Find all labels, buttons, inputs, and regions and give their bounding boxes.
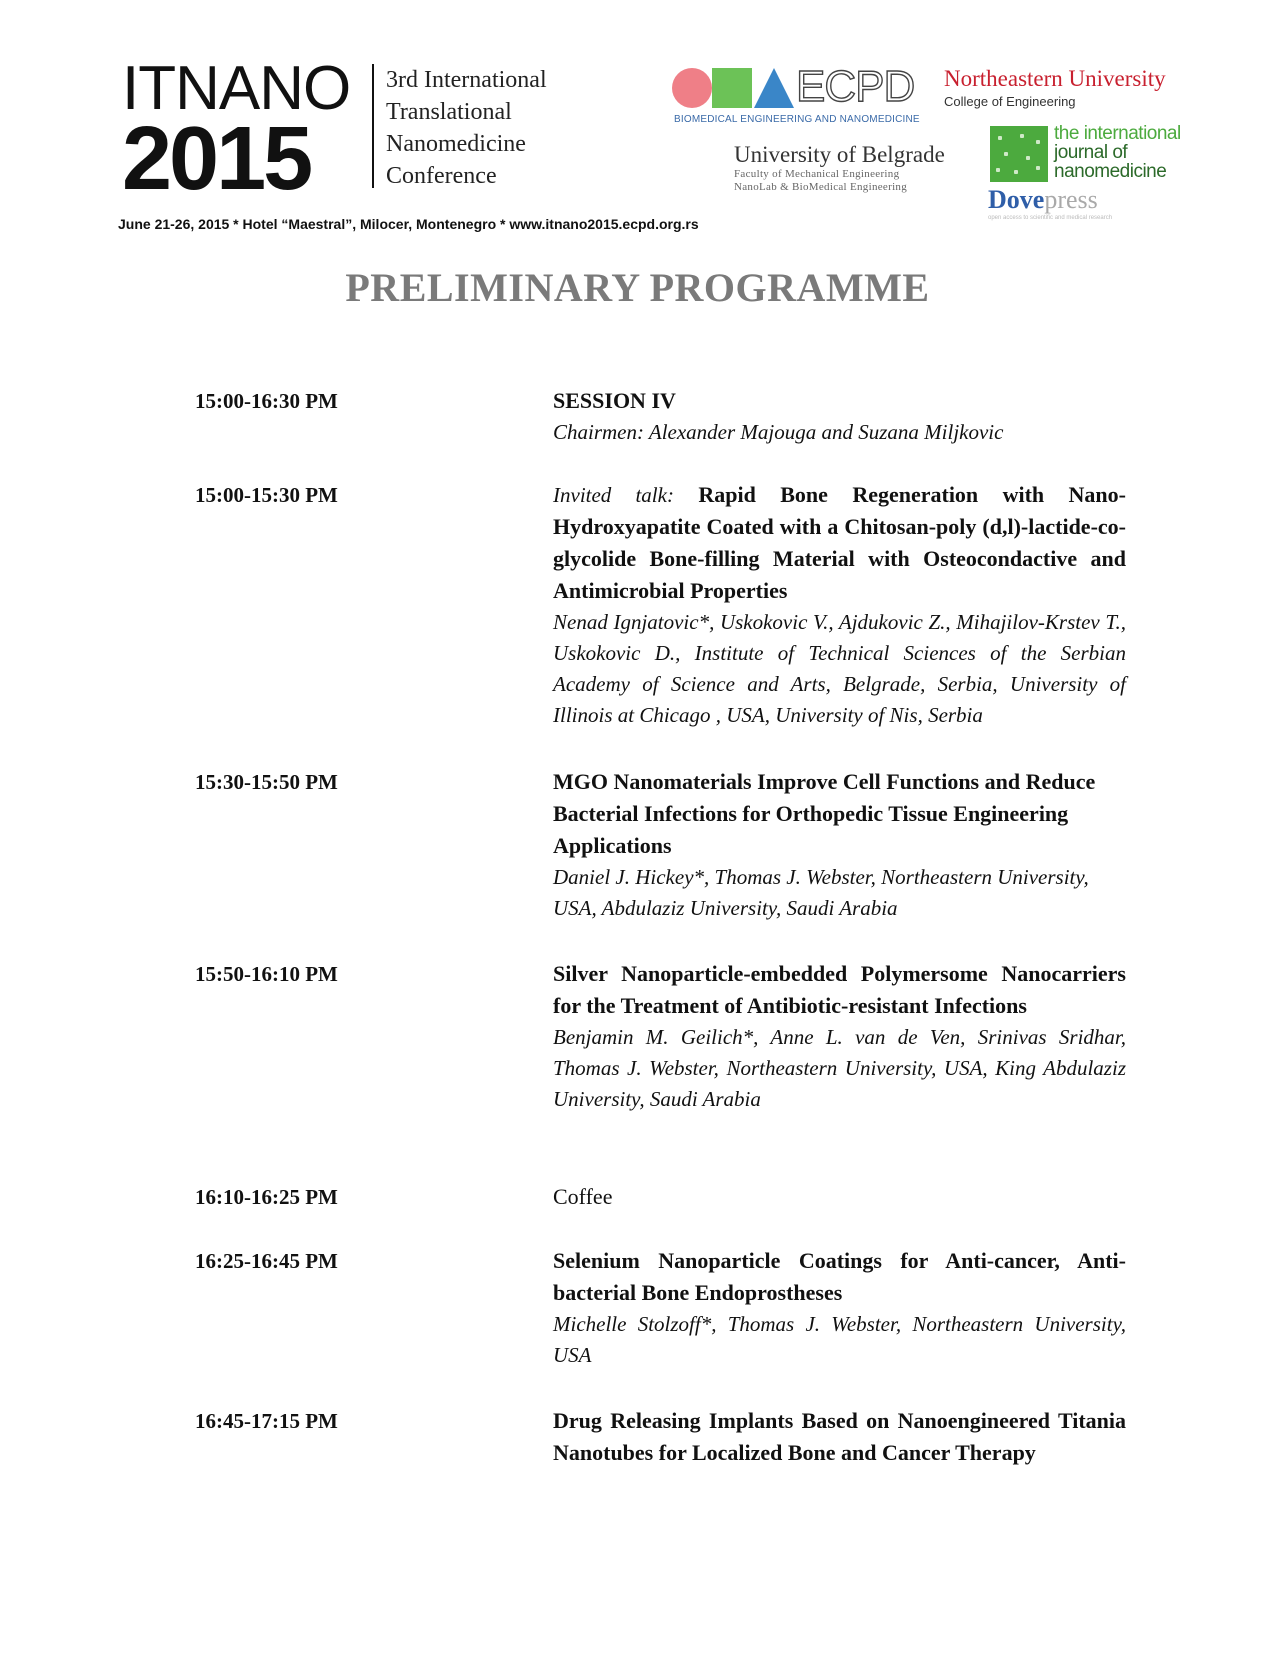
conference-line: Conference: [386, 163, 497, 189]
session-content: [553, 385, 1126, 448]
talk-content: [553, 1245, 1126, 1371]
talk-title: Drug Releasing Implants Based on Nanoengineered Titania Nanotubes for Localized Bone and Cancer Therapy: [553, 1408, 1126, 1465]
belgrade-name: University of Belgrade: [734, 142, 945, 167]
talk-content: [553, 958, 1126, 1115]
page-title: PRELIMINARY PROGRAMME: [345, 265, 930, 310]
northeastern-subtitle: College of Engineering: [944, 94, 1076, 109]
ijn-line: nanomedicine: [1054, 161, 1167, 182]
dovepress-logo: [988, 186, 1112, 221]
dovepress-wordmark: [988, 186, 1112, 214]
talk-authors: Daniel J. Hickey*, Thomas J. Webster, Northeastern University, USA, Abdulaziz University, Saudi Arabia: [553, 865, 1089, 920]
conference-name: [386, 64, 616, 192]
break-time: 16:10-16:25 PM: [195, 1185, 338, 1209]
talk-lead: Invited talk:: [553, 483, 674, 507]
break-content: [553, 1181, 1126, 1213]
talk-content: [553, 766, 1126, 924]
talk-authors: Michelle Stolzoff*, Thomas J. Webster, Northeastern University, USA: [553, 1312, 1126, 1367]
belgrade-logo: [734, 142, 945, 194]
logo-year: 2015: [122, 109, 311, 209]
talk-content: [553, 1405, 1126, 1469]
talk-time: 16:45-17:15 PM: [195, 1409, 338, 1433]
ijn-line: the international: [1054, 123, 1181, 144]
talk-authors: Nenad Ignjatovic*, Uskokovic V., Ajdukovic Z., Mihajilov-Krstev T., Uskokovic D., Institute of Technical Sciences of the Serbian Academy of Science and Arts, Belgrade, Serbia, University of Illinois at Chicago , USA, University of Nis, Serbia: [553, 610, 1126, 727]
talk-time: 15:00-15:30 PM: [195, 483, 338, 507]
date-venue-line: June 21-26, 2015 * Hotel “Maestral”, Milocer, Montenegro * www.itnano2015.ecpd.org.rs: [118, 216, 699, 232]
dovepress-word-1: Dove: [988, 185, 1045, 214]
ecpd-square-icon: [712, 68, 752, 108]
conference-line: Translational: [386, 99, 512, 125]
talk-title: MGO Nanomaterials Improve Cell Functions and Reduce Bacterial Infections for Orthopedic Tissue Engineering Applications: [553, 769, 1096, 858]
ijn-logo: [990, 123, 1184, 184]
itnano-logo: [122, 54, 382, 209]
talk-time: 15:50-16:10 PM: [195, 962, 338, 986]
ecpd-logo: [672, 62, 932, 130]
break-label: Coffee: [553, 1184, 613, 1209]
conference-line: Nanomedicine: [386, 131, 526, 157]
northeastern-logo: [944, 66, 1166, 109]
ecpd-subtitle: BIOMEDICAL ENGINEERING AND NANOMEDICINE: [674, 114, 920, 125]
ijn-line: journal of: [1054, 142, 1128, 163]
dovepress-word-2: press: [1044, 185, 1098, 214]
ecpd-wordmark: ECPD: [796, 62, 915, 111]
ijn-wordmark: [1054, 124, 1181, 181]
belgrade-subtitle: NanoLab & BioMedical Engineering: [734, 181, 908, 193]
logo-word: ITNANO: [122, 54, 351, 123]
conference-line: 3rd International: [386, 67, 547, 93]
ecpd-circle-icon: [672, 68, 712, 108]
ijn-dots-icon: [990, 126, 1048, 182]
talk-time: 15:30-15:50 PM: [195, 770, 338, 794]
ecpd-triangle-icon: [754, 68, 794, 108]
talk-authors: Benjamin M. Geilich*, Anne L. van de Ven, Srinivas Sridhar, Thomas J. Webster, Northeastern University, USA, King Abdulaziz University, Saudi Arabia: [553, 1025, 1126, 1111]
talk-title: [553, 479, 1126, 607]
session-title: SESSION IV: [553, 388, 676, 413]
logo-divider: [372, 64, 374, 188]
talk-time: 16:25-16:45 PM: [195, 1249, 338, 1273]
session-chairmen: Chairmen: Alexander Majouga and Suzana Miljkovic: [553, 420, 1004, 444]
belgrade-subtitle: Faculty of Mechanical Engineering: [734, 168, 900, 180]
northeastern-name: Northeastern University: [944, 66, 1166, 91]
dovepress-subtitle: open access to scientific and medical research: [988, 215, 1113, 221]
talk-title: Selenium Nanoparticle Coatings for Anti-cancer, Anti-bacterial Bone Endoprostheses: [553, 1248, 1126, 1305]
talk-content: [553, 479, 1126, 731]
session-time: 15:00-16:30 PM: [195, 389, 338, 413]
talk-title-text: Rapid Bone Regeneration with Nano-Hydroxyapatite Coated with a Chitosan-poly (d,l)-lactide-co-glycolide Bone-filling Material with Osteocondactive and Antimicrobial Properties: [553, 482, 1126, 603]
talk-title: Silver Nanoparticle-embedded Polymersome Nanocarriers for the Treatment of Antibiotic-resistant Infections: [553, 961, 1126, 1018]
